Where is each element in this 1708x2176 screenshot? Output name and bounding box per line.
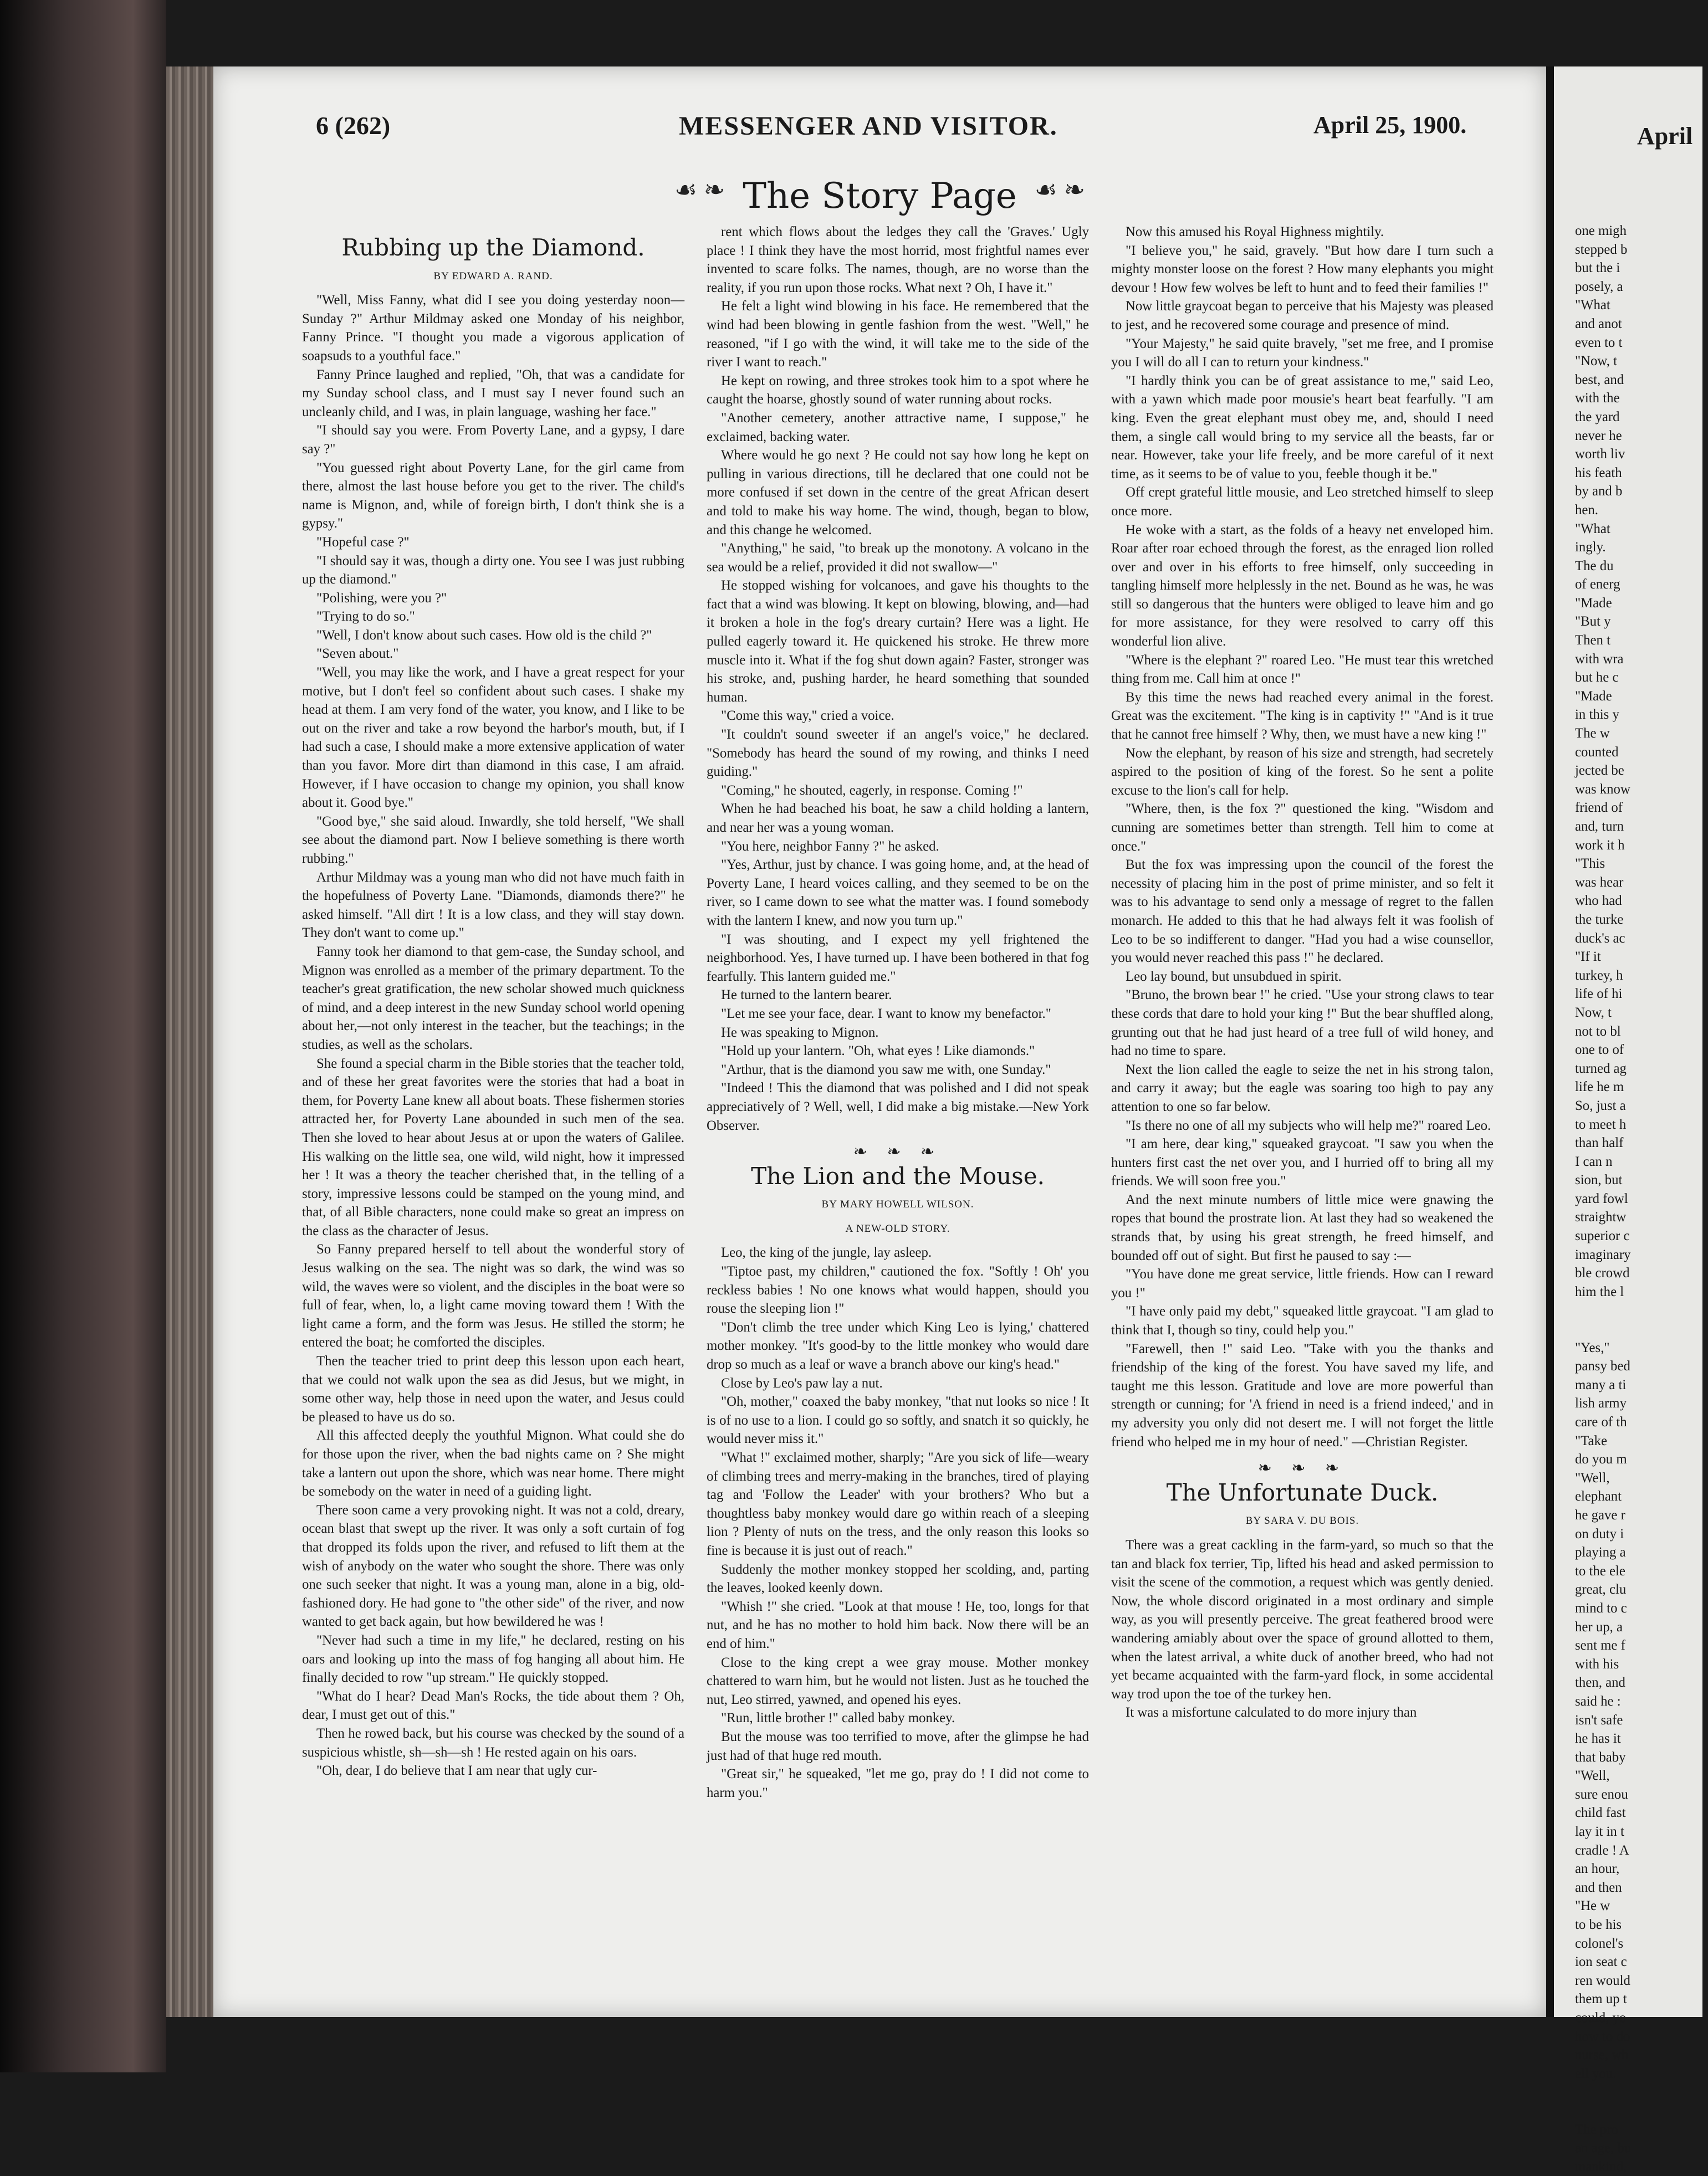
paragraph: Then he rowed back, but his course was checked by the sound of a suspicious whistle, sh—sh—sh ! He rested again on his oars. (302, 1726, 684, 1760)
paragraph: "Polishing, were you ?" (316, 590, 447, 606)
separator-stars: ❧ ❧ ❧ (1257, 1459, 1347, 1478)
paragraph: But the mouse was too terrified to move, after the glimpse he had just had of that huge red mouth. (707, 1729, 1089, 1763)
paragraph: Now this amused his Royal Highness mightily. (1126, 224, 1384, 239)
paragraph: Off crept grateful little mousie, and Leo stretched himself to sleep once more. (1111, 485, 1494, 519)
paragraph: Close by Leo's paw lay a nut. (721, 1375, 883, 1391)
paragraph: Next the lion called the eagle to seize the net in his strong talon, and carry it away; but the eagle was soaring too high to pay any attention to one so far below. (1111, 1062, 1494, 1114)
paragraph: All this affected deeply the youthful Mignon. What could she do for those upon the river, when the bad nights came on ? She might take a lantern out upon the shore, which was near home. There might be somebody on the water in need of a guiding light. (302, 1428, 684, 1499)
paragraph: "What do I hear? Dead Man's Rocks, the tide about them ? Oh, dear, I must get out of this." (302, 1688, 684, 1723)
story-title: The Unfortunate Duck. (1166, 1478, 1439, 1506)
paragraph: So Fanny prepared herself to tell about the wonderful story of Jesus walking on the sea. The night was so dark, the wind was so wild, the waves were so violent, and the disciples in the boat were so full of fear, when, lo, a light came moving toward them ! With the light came a form, and the form was Jesus. He stilled the storm; he entered the boat; he comforted the disciples. (302, 1242, 684, 1350)
paragraph: "Is there no one of all my subjects who will help me?" roared Leo. (1126, 1118, 1491, 1133)
column-1 (302, 233, 684, 1780)
adjacent-page-text: one migh stepped b but the i posely, a "What and anot even to t "Now, t best, and with the the yard never he worth liv his feath by and b hen. "What ingly. The du of energ "Made "But y Then t with wra but he c "Made in this y The w counted jected be was know friend of and, turn work it h "This was hear who had the turke duck's ac "If it turkey, h life of hi Now, t not to bl one to of turned ag life he m So, just a to meet h than half I can n sion, but yard fowl straightw superior c imaginary ble crowd him the l "Yes," pansy bed many a ti lish army care of th "Take do you m "Well, elephant he gave r on duty i playing a to the ele great, clu mind to c her up, a sent me f with his then, and said he : isn't safe he has it that baby "Well, sure enou child fast lay it in t cradle ! A an hour, and then "He w to be his colonel's ion seat c ren would them up t could, yo how to do nurse, wh ell you. The pro an age, bu mankind, (1575, 223, 1632, 2174)
paragraph: Leo lay bound, but unsubdued in spirit. (1126, 969, 1342, 984)
story-title: Rubbing up the Diamond. (341, 234, 645, 261)
paragraph: "Come this way," cried a voice. (721, 708, 894, 724)
story-subtitle: A NEW-OLD STORY. (845, 1222, 950, 1235)
paragraph: "I believe you," he said, gravely. "But how dare I turn such a mighty monster loose on the forest ? How many elephants you might devour ! How few wolves be left to hunt and to feed their families !" (1111, 243, 1494, 295)
paragraph: "Whish !" she cried. "Look at that mouse ! He, too, longs for that nut, and he has no mother to hold him back. Now there will be an end of him." (707, 1599, 1089, 1651)
paragraph: "Don't climb the tree under which King Leo is lying,' chattered mother monkey. "It's good-by to the little monkey who would dare drop so much as a leaf or wave a branch above our king's head." (707, 1319, 1089, 1373)
book-binding (0, 0, 166, 2072)
paragraph: Leo, the king of the jungle, lay asleep. (721, 1245, 932, 1261)
paragraph: "I am here, dear king," squeaked graycoat. "I saw you when the hunters first cast the net over you, and I hurried off to bring all my friends. We will soon free you." (1111, 1136, 1494, 1189)
paragraph: "Yes, Arthur, just by chance. I was going home, and, at the head of Poverty Lane, I heard voices calling, and they seemed to be on the river, so I came down to see what the matter was. I found somebody with the lantern I knew, and now you turn up." (707, 857, 1089, 928)
paragraph: "You guessed right about Poverty Lane, for the girl came from there, almost the last house before you get to the river. The child's name is Mignon, and, while of foreign birth, I don't think she is a gypsy." (302, 460, 684, 531)
paragraph: And the next minute numbers of little mice were gnawing the ropes that bound the prostrate lion. At last they had so weakened the strands that, by using his great strength, he freed himself, and bounded off out of sight. But first he paused to say :— (1111, 1192, 1494, 1263)
ornament-right: ☙ ❧ (1034, 176, 1086, 204)
paragraph: "Well, you may like the work, and I have a great respect for your motive, but I don't feel so confident about such cases. I shake my head at them. I am very fond of the water, you know, and I like to be out on the river and take a row beyond the harbor's mouth, but, if I had such a case, I should make a more extensive application of water than you favor. More dirt than diamond in this case, I am afraid. However, if I have occasion to change my opinion, you shall know about it. Good bye." (302, 665, 684, 811)
story-body (707, 223, 1089, 1135)
paragraph: "Coming," he shouted, eagerly, in response. Coming !" (721, 782, 1023, 798)
paragraph: He kept on rowing, and three strokes took him to a spot where he caught the hoarse, ghostly sound of water running about rocks. (707, 373, 1089, 407)
paragraph: There was a great cackling in the farm-yard, so much so that the tan and black fox terrier, Tip, lifted his head and asked permission to visit the scene of the commotion, a request which was gently denied. Now, the whole discord originated in a most ordinary and simple way, as you will presently perceive. The great feathered brood were wandering amiably about over the space of ground allotted to them, when the latest arrival, a white duck of another breed, who had not yet became acquainted with the farm-yard flock, in some accidental way trod upon the toe of the turkey hen. (1111, 1537, 1494, 1702)
paragraph: But the fox was impressing upon the council of the forest the necessity of placing him in the post of prime minister, and so felt it was to his advantage to send only a message of regret to the fallen monarch. He added to this that he had always felt it was foolish of Leo to be so indifferent to danger. "Had you had a wise counsellor, you would never reached this pass !" he declared. (1111, 857, 1494, 966)
page-edges (166, 66, 216, 2017)
paragraph: "Seven about." (316, 646, 399, 662)
story-body (1111, 223, 1494, 1451)
adjacent-page (1546, 66, 1702, 2174)
paragraph: Fanny took her diamond to that gem-case, the Sunday school, and Mignon was enrolled as a member of the primary department. To the teacher's great gratification, the new scholar showed much quickness of mind, and a deep interest in the new Sunday school world opening about her,—not only interest in the teacher, but the teachings; in the studies, as well as the scholars. (302, 944, 684, 1052)
paragraph: Close to the king crept a wee gray mouse. Mother monkey chattered to warn him, but he would not listen. Just as he touched the nut, Leo stirred, yawned, and opened his eyes. (707, 1655, 1089, 1707)
paragraph: "Arthur, that is the diamond you saw me with, one Sunday." (721, 1062, 1051, 1077)
story-byline: BY EDWARD A. RAND. (433, 270, 553, 282)
paragraph: "I have only paid my debt," squeaked little graycoat. "I am glad to think that I, though so tiny, could help you." (1111, 1304, 1494, 1338)
paragraph: "I should say it was, though a dirty one. You see I was just rubbing up the diamond." (302, 553, 684, 587)
newspaper-page (213, 66, 1546, 2017)
paragraph: "Well, I don't know about such cases. How old is the child ?" (316, 627, 652, 643)
paragraph: "Let me see your face, dear. I want to know my benefactor." (721, 1006, 1051, 1021)
paragraph: It was a misfortune calculated to do more injury than (1126, 1705, 1417, 1721)
paragraph: "Oh, mother," coaxed the baby monkey, "that nut looks so nice ! It is of no use to a lion. I could go so softly, and snatch it so quickly, he would never miss it." (707, 1394, 1089, 1447)
paragraph: "What !" exclaimed mother, sharply; "Are you sick of life—weary of climbing trees and merry-making in the branches, tired of playing tag and 'Follow the Leader' with your brothers? Who but a thoughtless baby monkey would dare go within reach of a sleeping lion ? Plenty of nuts on the tress, and the only reason this looks so fine is because it is just out of reach." (707, 1450, 1089, 1558)
paragraph: She found a special charm in the Bible stories that the teacher told, and of these her great favorites were the stories that had a boat in them, for Poverty Lane knew all about boats. These fishermen stories attracted her, for Poverty Lane abounded in such men of the sea. Then she loved to hear about Jesus at or upon the waters of Galilee. His walking on the little sea, one wild, wild night, how it impressed her ! It was a theory the teacher cherished that, in the telling of a story, impressive lessons could be stamped on the young mind, and that, of all Bible characters, none could make so great an impress on the class as the character of Jesus. (302, 1056, 684, 1238)
paragraph: "Where is the elephant ?" roared Leo. "He must tear this wretched thing from me. Call him at once !" (1111, 652, 1494, 687)
adjacent-page-header: April (1637, 122, 1693, 150)
ornament-left: ☙ ❧ (674, 176, 725, 204)
paragraph: "You have done me great service, little friends. How can I reward you !" (1111, 1267, 1494, 1301)
page-number: 6 (262) (316, 111, 391, 140)
paragraph: "Another cemetery, another attractive name, I suppose," he exclaimed, backing water. (707, 410, 1089, 444)
section-title: The Story Page (743, 176, 1017, 217)
paragraph: He stopped wishing for volcanoes, and gave his thoughts to the fact that a wind was blowing. It kept on blowing, blowing, and—had it broken a hole in the fog's dreary curtain? Here was a light. He pulled eagerly toward it. He quickened his stroke. He threw more muscle into it. What if the fog shut down again? Faster, stronger was his stroke, and, pushing harder, he heard something that sounded human. (707, 578, 1089, 705)
paragraph: "Where, then, is the fox ?" questioned the king. "Wisdom and cunning are sometimes better than strength. Tell him to come at once." (1111, 801, 1494, 854)
paragraph: He woke with a start, as the folds of a heavy net enveloped him. Roar after roar echoed through the forest, as the enraged lion rolled over and over in his efforts to free himself, only succeeding in tangling himself more helplessly in the net. Bound as he was, he was still so dangerous that the hunters were obliged to leave him and go for more assistance, for they were resolved to carry off this wonderful lion alive. (1111, 522, 1494, 649)
section-heading (213, 175, 1546, 217)
paragraph: "Well, Miss Fanny, what did I see you doing yesterday noon—Sunday ?" Arthur Mildmay asked one Monday of his neighbor, Fanny Prince. "I thought you made a vigorous application of soapsuds to a youthful face." (302, 293, 684, 363)
paragraph: "Good bye," she said aloud. Inwardly, she told herself, "We shall see about the diamond part. Now I believe something is there worth rubbing." (302, 813, 684, 866)
paragraph: "Indeed ! This the diamond that was polished and I did not speak appreciatively of ? Well, well, I did make a big mistake.—New York Observer. (707, 1081, 1089, 1133)
column-2 (707, 223, 1089, 1802)
paragraph: "Oh, dear, I do believe that I am near that ugly cur- (316, 1763, 597, 1779)
paragraph: Then the teacher tried to print deep this lesson upon each heart, that we could not walk upon the sea as did Jesus, but we might, in some other way, help those in need upon the water, and Jesus could be pleased to have us do so. (302, 1354, 684, 1425)
paragraph: "Hold up your lantern. "Oh, what eyes ! Like diamonds." (721, 1043, 1035, 1059)
paragraph: "Bruno, the brown bear !" he cried. "Use your strong claws to tear these cords that dare to hold your king !" But the bear shuffled along, grunting out that he had just heard of a tree full of wild honey, and had no time to spare. (1111, 987, 1494, 1059)
paragraph: He felt a light wind blowing in his face. He remembered that the wind had been blowing in gentle fashion from the west. "Well," he reasoned, "if I go with the wind, it will take me to the side of the river I want to reach." (707, 299, 1089, 370)
paragraph: "I was shouting, and I expect my yell frightened the neighborhood. Yes, I have turned up. I have been bothered in that fog fearfully. This lantern guided me." (707, 931, 1089, 984)
paragraph: Suddenly the mother monkey stopped her scolding, and, parting the leaves, looked keenly down. (707, 1561, 1089, 1596)
paragraph: He turned to the lantern bearer. (721, 987, 892, 1003)
paragraph: "I should say you were. From Poverty Lane, and a gypsy, I dare say ?" (302, 423, 684, 457)
paragraph: rent which flows about the ledges they call the 'Graves.' Ugly place ! I think they have the most horrid, most frightful names ever invented to scare folks. The names, though, are no worse than the reality, if you run upon those rocks. What next ? Oh, I have it." (707, 224, 1089, 295)
paragraph: "Run, little brother !" called baby monkey. (721, 1711, 955, 1726)
paragraph: "Farewell, then !" said Leo. "Take with you the thanks and friendship of the king of the forest. You have saved my life, and taught me this lesson. Gratitude and love are more powerful than strength or cunning; for 'A friend in need is a friend indeed,' and in my adversity you only did not desert me. I will not forget the little friend who helped me in my hour of need." —Christian Register. (1111, 1341, 1494, 1450)
story-title: The Lion and the Mouse. (751, 1162, 1045, 1190)
issue-date: April 25, 1900. (1313, 111, 1467, 139)
paragraph: "It couldn't sound sweeter if an angel's voice," he declared. "Somebody has heard the sound of my rowing, and thinks I need guiding." (707, 727, 1089, 780)
masthead: MESSENGER AND VISITOR. (679, 111, 1058, 141)
paragraph: Now the elephant, by reason of his size and strength, had secretely aspired to the position of king of the forest. So he sent a polite excuse to the lion's call for help. (1111, 745, 1494, 798)
paragraph: "Never had such a time in my life," he declared, resting on his oars and looking up into the mass of fog hanging all about him. He finally decided to row "up stream." He quickly stopped. (302, 1632, 684, 1686)
paragraph: "I hardly think you can be of great assistance to me," said Leo, with a yawn which made poor mousie's heart beat fearfully. "I am king. Even the great elephant must obey me, and, should I need them, a single call would bring to my service all the beasts, far or near. However, take your life freely, and be more careful of it next time, as it seems to be of value to you, feeble though it be." (1111, 373, 1494, 482)
paragraph: "Hopeful case ?" (316, 534, 410, 550)
story-body (302, 291, 684, 1780)
paragraph: When he had beached his boat, he saw a child holding a lantern, and near her was a young woman. (707, 801, 1089, 835)
paragraph: Arthur Mildmay was a young man who did not have much faith in the hopefulness of Poverty Lane. "Diamonds, diamonds there?" he asked himself. "All dirt ! It is a low class, and they will stay down. They don't want to come up." (302, 869, 684, 941)
paragraph: By this time the news had reached every animal in the forest. Great was the excitement. "The king is in captivity !" "And is it true that he cannot free himself ? Why, then, we must have a new king !" (1111, 689, 1494, 743)
paragraph: "Your Majesty," he said quite bravely, "set me free, and I promise you I will do all I can to return your kindness." (1111, 336, 1494, 370)
story-body (1111, 1536, 1494, 1722)
column-3 (1111, 223, 1494, 1722)
paragraph: "You here, neighbor Fanny ?" he asked. (721, 838, 939, 854)
story-byline: BY SARA V. DU BOIS. (1245, 1515, 1359, 1527)
separator-stars: ❧ ❧ ❧ (853, 1143, 943, 1161)
paragraph: Fanny Prince laughed and replied, "Oh, that was a candidate for my Sunday school class, and I must say I never found such an uncleanly child, and I was, in plain language, washing her face." (302, 367, 684, 419)
story-body (707, 1243, 1089, 1802)
paragraph: "Trying to do so." (316, 609, 415, 624)
page-header (213, 111, 1546, 150)
paragraph: Now little graycoat began to perceive that his Majesty was pleased to jest, and he recovered some courage and presence of mind. (1111, 299, 1494, 332)
paragraph: "Great sir," he squeaked, "let me go, pray do ! I did not come to harm you." (707, 1767, 1089, 1800)
story-byline: BY MARY HOWELL WILSON. (821, 1199, 974, 1211)
paragraph: He was speaking to Mignon. (721, 1025, 879, 1040)
paragraph: "Tiptoe past, my children," cautioned the fox. "Softly ! Oh' you reckless babies ! No one knows what would happen, should you rouse the sleeping lion !" (707, 1264, 1089, 1317)
paragraph: "Anything," he said, "to break up the monotony. A volcano in the sea would be a relief, provided it did not swallow—" (707, 541, 1089, 575)
paragraph: Where would he go next ? He could not say how long he kept on pulling in various directions, till he declared that one could not be more confused if set down in the centre of the great African desert and told to make his way home. The wind, though, began to blow, and this change he welcomed. (707, 448, 1089, 537)
paragraph: There soon came a very provoking night. It was not a cold, dreary, ocean blast that swept up the river. It was only a soft curtain of fog that dropped its folds upon the river, and refused to lift them at the wish of anybody on the water who sought the shore. There was only one such seeker that night. It was a young man, alone in a big, old-fashioned dory. He had gone to "the other side" of the river, and now wanted to get back again, but how bewildered he was ! (302, 1502, 684, 1630)
